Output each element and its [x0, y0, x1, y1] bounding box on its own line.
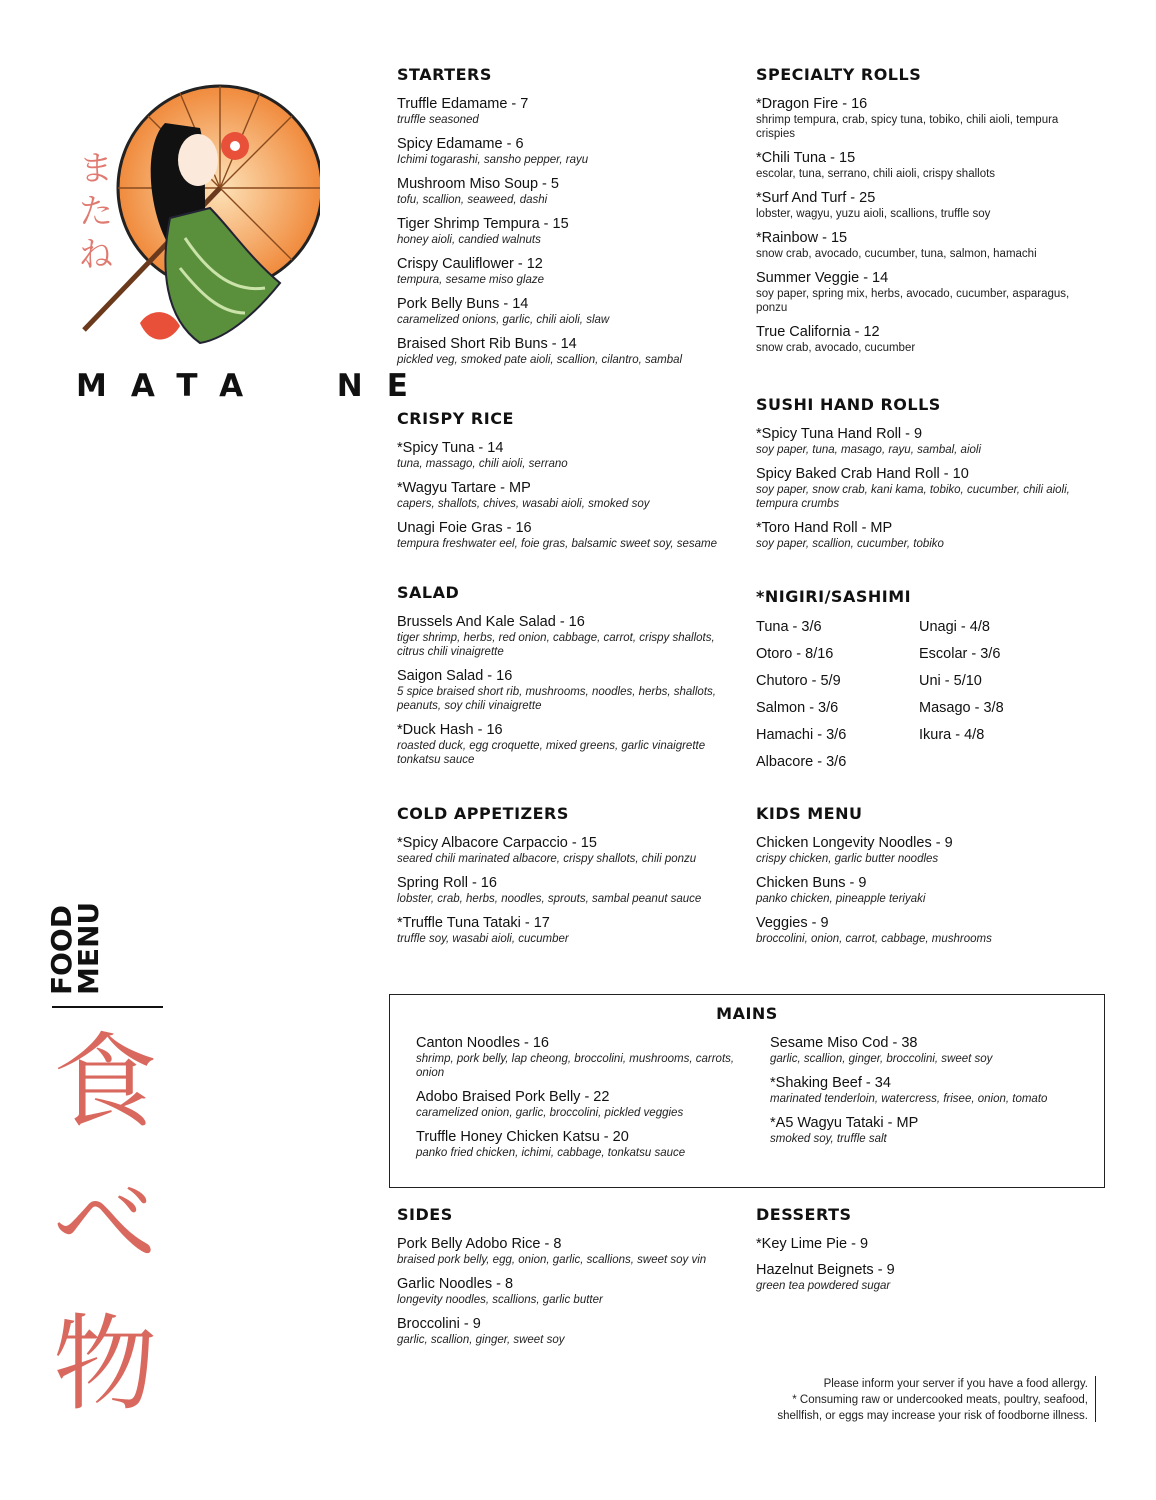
- menu-item-name: *Shaking Beef - 34: [770, 1075, 891, 1091]
- hiragana-ne: ね: [79, 235, 113, 275]
- menu-item-description: longevity noodles, scallions, garlic butter: [397, 1294, 603, 1306]
- menu-item-description: smoked soy, truffle salt: [770, 1133, 887, 1145]
- nigiri-item: Salmon - 3/6: [756, 700, 839, 716]
- hiragana-ma: ま: [79, 149, 113, 189]
- nigiri-item: Tuna - 3/6: [756, 619, 822, 635]
- menu-item-description: tempura, sesame miso glaze: [397, 274, 545, 286]
- section-title: SIDES: [397, 1205, 453, 1224]
- section-title: KIDS MENU: [756, 804, 863, 823]
- notice-line: shellfish, or eggs may increase your risk of foodborne illness.: [777, 1410, 1088, 1422]
- section-crispy-rice: [397, 409, 727, 560]
- menu-item-name: Adobo Braised Pork Belly - 22: [416, 1089, 610, 1105]
- kanji-mono: 物: [52, 1303, 157, 1425]
- menu-item-description: escolar, tuna, serrano, chili aioli, crispy shallots: [756, 168, 996, 180]
- menu-item-name: *Duck Hash - 16: [397, 722, 503, 738]
- menu-item: [397, 1236, 727, 1267]
- nigiri-item: Chutoro - 5/9: [756, 673, 841, 689]
- nigiri-item: Uni - 5/10: [919, 673, 982, 689]
- menu-item-description: broccolini, onion, carrot, cabbage, mushrooms: [756, 933, 992, 945]
- menu-item: [770, 1035, 1100, 1066]
- menu-item-name: Chicken Longevity Noodles - 9: [756, 835, 953, 851]
- menu-item-name: True California - 12: [756, 324, 880, 340]
- section-title: SPECIALTY ROLLS: [756, 65, 922, 84]
- menu-item: [756, 1236, 1086, 1253]
- nigiri-item: Albacore - 3/6: [756, 754, 847, 770]
- menu-item: [756, 1262, 1086, 1293]
- section-starters: [397, 65, 727, 376]
- menu-item-description: panko fried chicken, ichimi, cabbage, tonkatsu sauce: [416, 1147, 686, 1159]
- brand-name: MATA NE: [76, 368, 432, 404]
- menu-item: [756, 875, 1086, 906]
- menu-item: [756, 150, 1086, 181]
- nigiri-item: Hamachi - 3/6: [756, 727, 847, 743]
- notice-line: * Consuming raw or undercooked meats, poultry, seafood,: [792, 1394, 1088, 1406]
- menu-item: [756, 324, 1086, 355]
- sidebar-divider: [52, 1006, 163, 1008]
- menu-item: [756, 96, 1086, 141]
- menu-item-description: seared chili marinated albacore, crispy shallots, chili ponzu: [397, 853, 697, 865]
- menu-item: [756, 190, 1086, 221]
- menu-item-description: panko chicken, pineapple teriyaki: [756, 893, 926, 905]
- section-title: SALAD: [397, 583, 460, 602]
- menu-item-description: shrimp, pork belly, lap cheong, broccolini, mushrooms, carrots, onion: [416, 1053, 735, 1079]
- mains-left-column: [416, 1035, 746, 1169]
- nigiri-item: Unagi - 4/8: [919, 619, 990, 635]
- menu-item-name: *Spicy Tuna - 14: [397, 440, 504, 456]
- menu-item-name: Brussels And Kale Salad - 16: [397, 614, 585, 630]
- section-salad: [397, 583, 727, 776]
- menu-item: [756, 466, 1086, 511]
- section-cold-appetizers: [397, 804, 727, 955]
- menu-item-description: marinated tenderloin, watercress, frisee, onion, tomato: [770, 1093, 1048, 1105]
- menu-item-name: *Surf And Turf - 25: [756, 190, 876, 206]
- menu-item: [770, 1075, 1100, 1106]
- menu-item-name: Summer Veggie - 14: [756, 270, 889, 286]
- notice-bar: [1095, 1376, 1096, 1422]
- menu-item-description: soy paper, snow crab, kani kama, tobiko, cucumber, chili aioli, tempura crumbs: [756, 484, 1070, 510]
- menu-item-name: Garlic Noodles - 8: [397, 1276, 514, 1292]
- menu-item-description: tofu, scallion, seaweed, dashi: [397, 194, 548, 206]
- menu-item-description: garlic, scallion, ginger, broccolini, sweet soy: [770, 1053, 993, 1065]
- kanji-taberu: 食: [52, 1021, 157, 1143]
- brand-hiragana: [76, 148, 116, 277]
- section-sushi-hand-rolls: [756, 395, 1086, 560]
- food-label: FOOD: [45, 905, 78, 995]
- menu-item-description: capers, shallots, chives, wasabi aioli, smoked soy: [397, 498, 650, 510]
- menu-item-name: Unagi Foie Gras - 16: [397, 520, 532, 536]
- kanji-be: べ: [52, 1163, 157, 1285]
- menu-item-description: snow crab, avocado, cucumber: [756, 342, 916, 354]
- menu-item: [756, 270, 1086, 315]
- menu-item-description: braised pork belly, egg, onion, garlic, scallions, sweet soy vin: [397, 1254, 707, 1266]
- menu-item: [397, 136, 727, 167]
- menu-item-description: caramelized onion, garlic, broccolini, pickled veggies: [416, 1107, 684, 1119]
- menu-item: [397, 336, 727, 367]
- section-nigiri-sashimi: [756, 587, 1086, 771]
- nigiri-grid: [756, 618, 1086, 771]
- section-title: MAINS: [716, 1004, 778, 1023]
- menu-item-name: Hazelnut Beignets - 9: [756, 1262, 895, 1278]
- menu-item-name: Crispy Cauliflower - 12: [397, 256, 543, 272]
- hiragana-ta: た: [79, 192, 113, 232]
- menu-item: [397, 1276, 727, 1307]
- menu-item-name: Saigon Salad - 16: [397, 668, 513, 684]
- mains-box: [389, 994, 1105, 1188]
- menu-item: [397, 668, 727, 713]
- menu-item: [397, 176, 727, 207]
- section-specialty-rolls: [756, 65, 1086, 364]
- menu-item-name: *Spicy Albacore Carpaccio - 15: [397, 835, 597, 851]
- menu-item-name: Truffle Honey Chicken Katsu - 20: [416, 1129, 629, 1145]
- menu-item: [416, 1129, 746, 1160]
- menu-item-description: snow crab, avocado, cucumber, tuna, salmon, hamachi: [756, 248, 1037, 260]
- section-title: STARTERS: [397, 65, 492, 84]
- menu-item: [397, 216, 727, 247]
- section-kids-menu: [756, 804, 1086, 955]
- food-menu-label: [45, 901, 105, 995]
- nigiri-item: Masago - 3/8: [919, 700, 1004, 716]
- section-title: *NIGIRI/SASHIMI: [756, 587, 912, 606]
- menu-item-description: soy paper, spring mix, herbs, avocado, cucumber, asparagus, ponzu: [756, 288, 1070, 314]
- menu-item-description: crispy chicken, garlic butter noodles: [756, 853, 939, 865]
- menu-item: [416, 1035, 746, 1080]
- menu-item: [756, 426, 1086, 457]
- menu-item: [397, 875, 727, 906]
- menu-item-name: *Dragon Fire - 16: [756, 96, 868, 112]
- menu-item-name: Pork Belly Buns - 14: [397, 296, 529, 312]
- menu-item-name: *Key Lime Pie - 9: [756, 1236, 869, 1252]
- menu-item: [397, 296, 727, 327]
- menu-item: [397, 915, 727, 946]
- section-desserts: [756, 1205, 1086, 1302]
- menu-item: [397, 1316, 727, 1347]
- menu-item: [397, 520, 727, 551]
- menu-item-name: Mushroom Miso Soup - 5: [397, 176, 559, 192]
- menu-item: [397, 835, 727, 866]
- menu-item-name: *Toro Hand Roll - MP: [756, 520, 893, 536]
- menu-item-description: honey aioli, candied walnuts: [397, 234, 541, 246]
- menu-item-description: 5 spice braised short rib, mushrooms, noodles, herbs, shallots, peanuts, soy chili vinaigrette: [397, 686, 716, 712]
- menu-item-description: tempura freshwater eel, foie gras, balsamic sweet soy, sesame: [397, 538, 718, 550]
- menu-item-description: truffle seasoned: [397, 114, 479, 126]
- nigiri-item: Ikura - 4/8: [919, 727, 985, 743]
- menu-item-description: pickled veg, smoked pate aioli, scallion, cilantro, sambal: [397, 354, 683, 366]
- menu-item-description: lobster, wagyu, yuzu aioli, scallions, truffle soy: [756, 208, 991, 220]
- menu-item-name: Broccolini - 9: [397, 1316, 481, 1332]
- menu-item: [397, 722, 727, 767]
- menu-item-description: soy paper, tuna, masago, rayu, sambal, aioli: [756, 444, 982, 456]
- menu-item-name: *Rainbow - 15: [756, 230, 848, 246]
- menu-item-description: garlic, scallion, ginger, sweet soy: [397, 1334, 565, 1346]
- menu-item-name: Spicy Edamame - 6: [397, 136, 524, 152]
- menu-item-name: Tiger Shrimp Tempura - 15: [397, 216, 569, 232]
- mains-right-column: [770, 1035, 1100, 1155]
- menu-item-name: *Truffle Tuna Tataki - 17: [397, 915, 550, 931]
- menu-item: [397, 440, 727, 471]
- menu-item-description: Ichimi togarashi, sansho pepper, rayu: [397, 154, 589, 166]
- menu-item-description: green tea powdered sugar: [756, 1280, 891, 1292]
- nigiri-item: Escolar - 3/6: [919, 646, 1001, 662]
- section-title: CRISPY RICE: [397, 409, 514, 428]
- notice-line: Please inform your server if you have a food allergy.: [823, 1378, 1088, 1390]
- menu-item-name: Canton Noodles - 16: [416, 1035, 549, 1051]
- menu-item-description: soy paper, scallion, cucumber, tobiko: [756, 538, 944, 550]
- menu-item-name: *Spicy Tuna Hand Roll - 9: [756, 426, 923, 442]
- menu-item-description: truffle soy, wasabi aioli, cucumber: [397, 933, 569, 945]
- menu-item-name: Spring Roll - 16: [397, 875, 497, 891]
- menu-item-description: tuna, massago, chili aioli, serrano: [397, 458, 568, 470]
- section-title: COLD APPETIZERS: [397, 804, 569, 823]
- menu-item-name: Braised Short Rib Buns - 14: [397, 336, 577, 352]
- menu-item-name: *Wagyu Tartare - MP: [397, 480, 531, 496]
- menu-item: [756, 520, 1086, 551]
- menu-item-name: Spicy Baked Crab Hand Roll - 10: [756, 466, 969, 482]
- menu-item: [397, 96, 727, 127]
- menu-item: [416, 1089, 746, 1120]
- section-title: DESSERTS: [756, 1205, 852, 1224]
- menu-item-name: Veggies - 9: [756, 915, 829, 931]
- menu-item-description: roasted duck, egg croquette, mixed greens, garlic vinaigrette tonkatsu sauce: [397, 740, 706, 766]
- menu-item-name: Sesame Miso Cod - 38: [770, 1035, 918, 1051]
- section-title: SUSHI HAND ROLLS: [756, 395, 941, 414]
- menu-item-name: *A5 Wagyu Tataki - MP: [770, 1115, 919, 1131]
- nigiri-item: Otoro - 8/16: [756, 646, 834, 662]
- menu-item-name: Chicken Buns - 9: [756, 875, 867, 891]
- menu-item: [756, 915, 1086, 946]
- section-sides: [397, 1205, 727, 1356]
- menu-item-name: *Chili Tuna - 15: [756, 150, 856, 166]
- menu-item: [756, 230, 1086, 261]
- menu-item-description: caramelized onions, garlic, chili aioli, slaw: [397, 314, 610, 326]
- menu-item-description: lobster, crab, herbs, noodles, sprouts, sambal peanut sauce: [397, 893, 702, 905]
- menu-item-description: shrimp tempura, crab, spicy tuna, tobiko, chili aioli, tempura crispies: [756, 114, 1059, 140]
- menu-item: [397, 614, 727, 659]
- menu-item: [770, 1115, 1100, 1146]
- menu-item-name: Pork Belly Adobo Rice - 8: [397, 1236, 562, 1252]
- menu-item-description: tiger shrimp, herbs, red onion, cabbage, carrot, crispy shallots, citrus chili vinaigrette: [397, 632, 715, 658]
- menu-item: [397, 480, 727, 511]
- menu-label: MENU: [72, 901, 105, 995]
- menu-item: [756, 835, 1086, 866]
- menu-item: [397, 256, 727, 287]
- allergy-notice: [777, 1376, 1088, 1424]
- menu-item-name: Truffle Edamame - 7: [397, 96, 529, 112]
